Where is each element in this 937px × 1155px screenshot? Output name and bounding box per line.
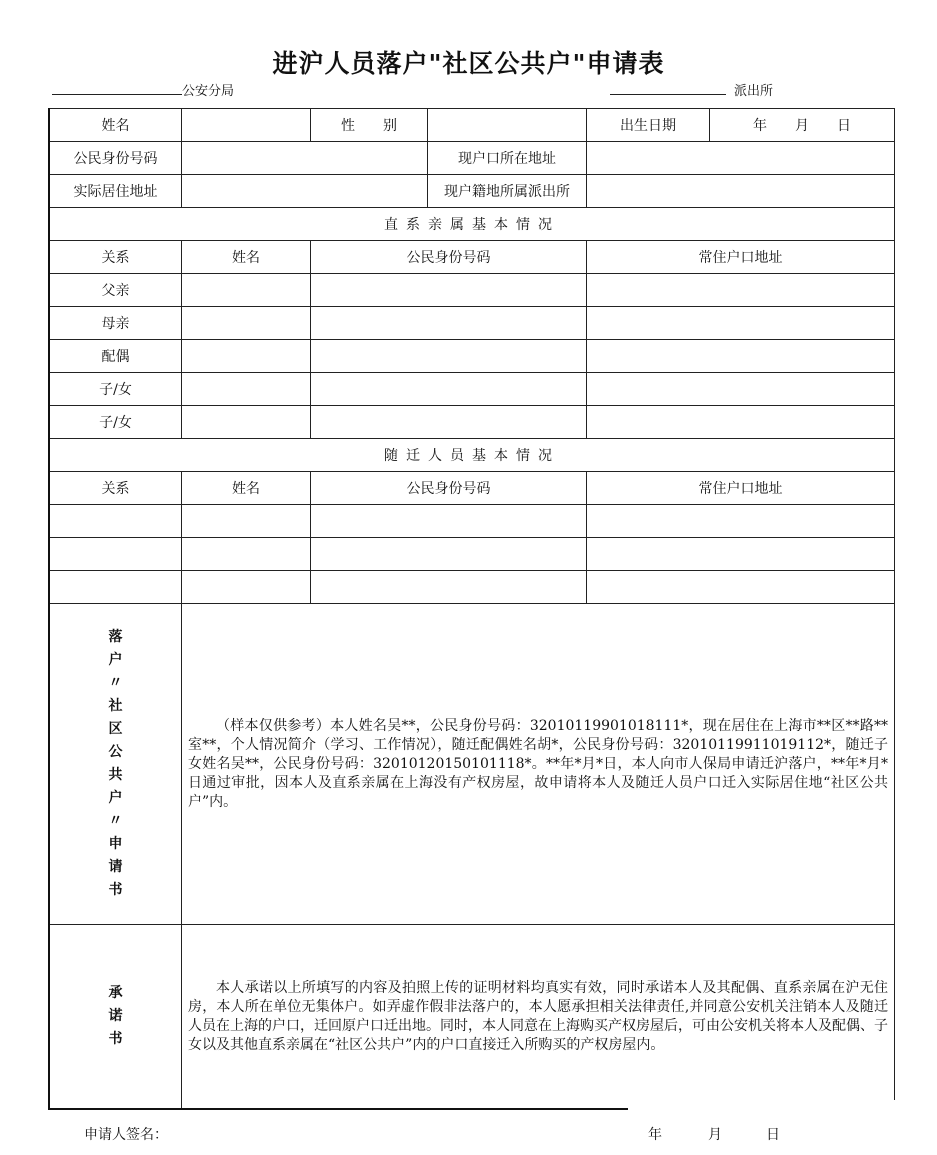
date-day-label: 日: [766, 1127, 780, 1143]
relative-name-field[interactable]: [182, 307, 311, 340]
relative-id-field[interactable]: [311, 340, 587, 373]
migrant-relation-field[interactable]: [50, 571, 182, 604]
migrant-id-field[interactable]: [311, 505, 587, 538]
bureau-suffix: 公安分局: [182, 84, 235, 99]
migrants-header-id: 公民身份号码: [311, 472, 587, 505]
relative-name-field[interactable]: [182, 340, 311, 373]
police-label: 现户籍地所属派出所: [428, 175, 587, 208]
commitment-text-area: [182, 925, 895, 1109]
relative-row-mother: [50, 307, 895, 340]
hukou-field[interactable]: [587, 142, 895, 175]
relatives-header-row: [50, 241, 895, 274]
relative-relation: 配偶: [50, 340, 182, 373]
signature-field[interactable]: [180, 1124, 480, 1142]
migrant-row: [50, 571, 895, 604]
id-field[interactable]: [182, 142, 428, 175]
migrant-id-field[interactable]: [311, 571, 587, 604]
application-text: （样本仅供参考）本人姓名吴**，公民身份号码：32010119901018111*，现在居住在上海市**区**路**室**，个人情况简介（学习、工作情况），随迁配偶姓名胡*，公民身份号码：32010119911019112*，随迁子女姓名吴**，公民身份号码：32010120150101118*。**年*月*日，本人向市人保局申请迁沪落户，**年*月*日通过审批，因本人及直系亲属在上海没有产权房屋，故申请将本人及随迁人员户口迁入实际居住地“社区公共户”内。: [188, 717, 888, 810]
hukou-label: 现户口所在地址: [428, 142, 587, 175]
commitment-text: 本人承诺以上所填写的内容及拍照上传的证明材料均真实有效，同时承诺本人及其配偶、直系亲属在沪无住房，本人所在单位无集体户。如弄虚作假非法落户的，本人愿承担相关法律责任,并同意公安机关注销本人及随迁人员在上海的户口，迁回原户口迁出地。同时，本人同意在上海购买产权房屋后，可由公安机关将本人及配偶、子女以及其他直系亲属在“社区公共户”内的户口直接迁入所购买的产权房屋内。: [188, 979, 888, 1053]
migrant-name-field[interactable]: [182, 538, 311, 571]
relative-relation: 父亲: [50, 274, 182, 307]
relative-row-father: [50, 274, 895, 307]
relative-id-field[interactable]: [311, 406, 587, 439]
migrant-relation-field[interactable]: [50, 538, 182, 571]
relative-id-field[interactable]: [311, 274, 587, 307]
birth-field[interactable]: 年 月 日: [710, 109, 895, 142]
relative-row-spouse: [50, 340, 895, 373]
relative-relation: 子/女: [50, 406, 182, 439]
application-row: [50, 604, 895, 925]
relative-id-field[interactable]: [311, 307, 587, 340]
relative-address-field[interactable]: [587, 406, 895, 439]
birth-label: 出生日期: [587, 109, 710, 142]
relative-address-field[interactable]: [587, 274, 895, 307]
relative-relation: 母亲: [50, 307, 182, 340]
migrants-header-row: [50, 472, 895, 505]
date-month-label: 月: [708, 1127, 722, 1143]
migrants-header-relation: 关系: [50, 472, 182, 505]
relative-address-field[interactable]: [587, 373, 895, 406]
commitment-label: 承 诺 书: [50, 925, 182, 1109]
migrants-section-title: 随迁人员基本情况: [50, 439, 895, 472]
police-field[interactable]: [587, 175, 895, 208]
row-name-gender-birth: [50, 109, 895, 142]
outer-left-border: [48, 108, 50, 1110]
gender-field[interactable]: [428, 109, 587, 142]
migrants-header-address: 常住户口地址: [587, 472, 895, 505]
bureau-blank[interactable]: [52, 94, 182, 95]
name-label: 姓名: [50, 109, 182, 142]
signature-label: 申请人签名：: [84, 1127, 168, 1143]
relative-row-child-1: [50, 373, 895, 406]
row-id-hukou: [50, 142, 895, 175]
relative-relation: 子/女: [50, 373, 182, 406]
relative-name-field[interactable]: [182, 406, 311, 439]
migrant-id-field[interactable]: [311, 538, 587, 571]
relative-id-field[interactable]: [311, 373, 587, 406]
migrant-address-field[interactable]: [587, 505, 895, 538]
form-title: 进沪人员落户"社区公共户"申请表: [272, 49, 665, 78]
relative-name-field[interactable]: [182, 274, 311, 307]
commitment-row: [50, 925, 895, 1109]
migrants-header-name: 姓名: [182, 472, 311, 505]
relative-name-field[interactable]: [182, 373, 311, 406]
relative-address-field[interactable]: [587, 340, 895, 373]
application-form: [49, 108, 895, 1109]
residence-label: 实际居住地址: [50, 175, 182, 208]
migrant-address-field[interactable]: [587, 571, 895, 604]
id-label: 公民身份号码: [50, 142, 182, 175]
relative-address-field[interactable]: [587, 307, 895, 340]
date-year-label: 年: [648, 1127, 662, 1143]
migrants-section-row: [50, 439, 895, 472]
migrant-row: [50, 505, 895, 538]
relatives-header-address: 常住户口地址: [587, 241, 895, 274]
application-text-area[interactable]: [182, 604, 895, 925]
relatives-header-name: 姓名: [182, 241, 311, 274]
name-field[interactable]: [182, 109, 311, 142]
relatives-header-relation: 关系: [50, 241, 182, 274]
scan-fade: [628, 1100, 937, 1118]
station-blank[interactable]: [610, 94, 726, 95]
relatives-header-id: 公民身份号码: [311, 241, 587, 274]
migrant-address-field[interactable]: [587, 538, 895, 571]
relative-row-child-2: [50, 406, 895, 439]
relatives-section-title: 直系亲属基本情况: [50, 208, 895, 241]
migrant-row: [50, 538, 895, 571]
row-residence-police: [50, 175, 895, 208]
migrant-name-field[interactable]: [182, 505, 311, 538]
migrant-name-field[interactable]: [182, 571, 311, 604]
residence-field[interactable]: [182, 175, 428, 208]
migrant-relation-field[interactable]: [50, 505, 182, 538]
relatives-section-row: [50, 208, 895, 241]
gender-label: 性 别: [311, 109, 428, 142]
application-label: 落 户 〃 社 区 公 共 户 〃 申 请 书: [50, 604, 182, 925]
station-suffix: 派出所: [734, 84, 774, 99]
